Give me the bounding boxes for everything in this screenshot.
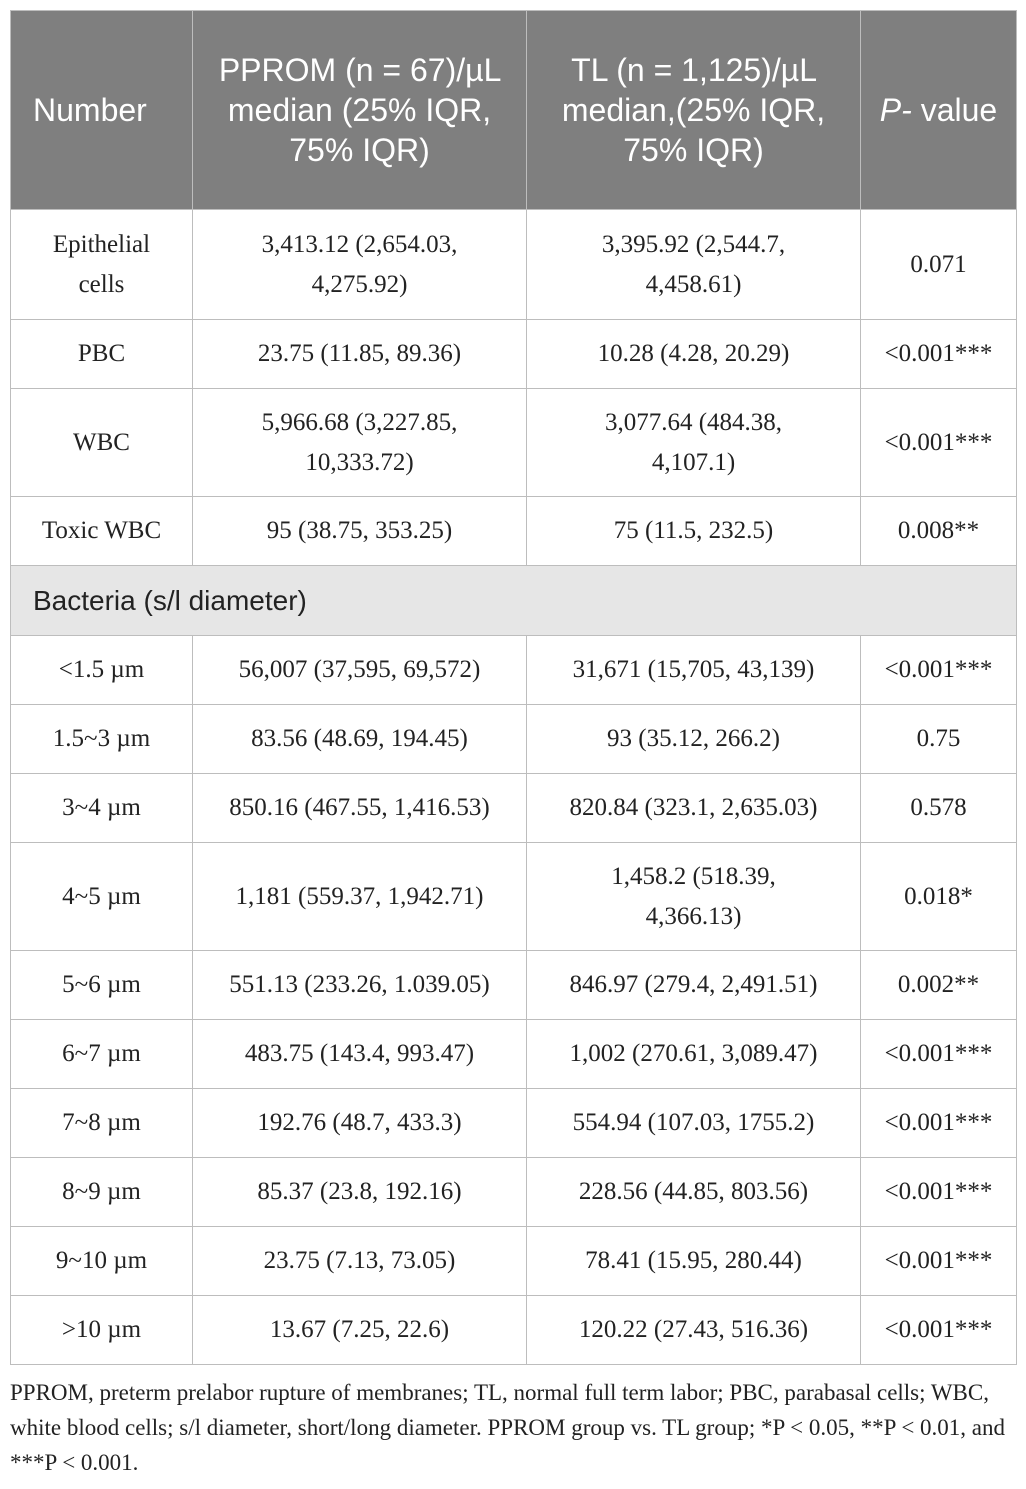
pprom-value: 850.16 (467.55, 1,416.53) [193, 774, 527, 843]
p-value: 0.002** [861, 951, 1017, 1020]
pprom-value: 483.75 (143.4, 993.47) [193, 1020, 527, 1089]
table-row [11, 1020, 1017, 1089]
row-label: 3~4 µm [11, 774, 193, 843]
pprom-value: 83.56 (48.69, 194.45) [193, 705, 527, 774]
pprom-value: 1,181 (559.37, 1,942.71) [193, 843, 527, 951]
pprom-value: 23.75 (7.13, 73.05) [193, 1227, 527, 1296]
header-tl-line: IQR, 75% IQR) [623, 92, 826, 168]
tl-value: 31,671 (15,705, 43,139) [527, 636, 861, 705]
p-value: <0.001*** [861, 1020, 1017, 1089]
pprom-value: 85.37 (23.8, 192.16) [193, 1158, 527, 1227]
header-pvalue [861, 11, 1017, 210]
row-label: PBC [11, 320, 193, 389]
row-label: <1.5 µm [11, 636, 193, 705]
row-label: >10 µm [11, 1296, 193, 1365]
table-row [11, 705, 1017, 774]
table-row [11, 320, 1017, 389]
row-label: 7~8 µm [11, 1089, 193, 1158]
row-label: 8~9 µm [11, 1158, 193, 1227]
pprom-value: 13.67 (7.25, 22.6) [193, 1296, 527, 1365]
table-row [11, 1089, 1017, 1158]
row-label: Toxic WBC [11, 497, 193, 566]
table-row [11, 951, 1017, 1020]
table-row [11, 1296, 1017, 1365]
results-table [10, 10, 1017, 1365]
row-label: 1.5~3 µm [11, 705, 193, 774]
pprom-value: 5,966.68 (3,227.85, 10,333.72) [193, 389, 527, 497]
row-label: 5~6 µm [11, 951, 193, 1020]
row-label: 9~10 µm [11, 1227, 193, 1296]
table-row [11, 636, 1017, 705]
header-pprom [193, 11, 527, 210]
pprom-value: 95 (38.75, 353.25) [193, 497, 527, 566]
header-pprom-line: PPROM [218, 52, 337, 88]
p-value: <0.001*** [861, 1296, 1017, 1365]
section-row [11, 566, 1017, 636]
header-pprom-line: (n = 67)/µL [345, 52, 501, 88]
header-number: Number [11, 11, 193, 210]
header-pvalue-line: P- [879, 92, 912, 128]
p-value: 0.018* [861, 843, 1017, 951]
header-pprom-line: IQR, 75% IQR) [289, 92, 492, 168]
p-value: <0.001*** [861, 636, 1017, 705]
row-label: 6~7 µm [11, 1020, 193, 1089]
tl-value: 93 (35.12, 266.2) [527, 705, 861, 774]
row-label: WBC [11, 389, 193, 497]
tl-value: 3,395.92 (2,544.7, 4,458.61) [527, 210, 861, 320]
p-value: 0.75 [861, 705, 1017, 774]
table-row [11, 774, 1017, 843]
tl-value: 846.97 (279.4, 2,491.51) [527, 951, 861, 1020]
p-value: 0.578 [861, 774, 1017, 843]
row-label: Epithelial cells [11, 210, 193, 320]
tl-value: 75 (11.5, 232.5) [527, 497, 861, 566]
table-row [11, 389, 1017, 497]
pprom-value: 551.13 (233.26, 1.039.05) [193, 951, 527, 1020]
header-tl [527, 11, 861, 210]
tl-value: 820.84 (323.1, 2,635.03) [527, 774, 861, 843]
p-value: 0.008** [861, 497, 1017, 566]
table-row [11, 497, 1017, 566]
tl-value: 78.41 (15.95, 280.44) [527, 1227, 861, 1296]
tl-value: 1,458.2 (518.39, 4,366.13) [527, 843, 861, 951]
header-tl-line: TL (n = 1,125)/µL [571, 52, 816, 88]
p-value: <0.001*** [861, 1158, 1017, 1227]
table-row [11, 210, 1017, 320]
tl-value: 120.22 (27.43, 516.36) [527, 1296, 861, 1365]
p-value: <0.001*** [861, 389, 1017, 497]
header-row [11, 11, 1017, 210]
tl-value: 10.28 (4.28, 20.29) [527, 320, 861, 389]
p-value: 0.071 [861, 210, 1017, 320]
pprom-value: 192.76 (48.7, 433.3) [193, 1089, 527, 1158]
row-label: 4~5 µm [11, 843, 193, 951]
header-pprom-line: median (25% [227, 92, 417, 128]
tl-value: 1,002 (270.61, 3,089.47) [527, 1020, 861, 1089]
p-value: <0.001*** [861, 1089, 1017, 1158]
pprom-value: 3,413.12 (2,654.03, 4,275.92) [193, 210, 527, 320]
pprom-value: 23.75 (11.85, 89.36) [193, 320, 527, 389]
p-value: <0.001*** [861, 320, 1017, 389]
p-value: <0.001*** [861, 1227, 1017, 1296]
table-footnote: PPROM, preterm prelabor rupture of membranes; TL, normal full term labor; PBC, parabasal cells; WBC, white blood cells; s/l diameter, short/long diameter. PPROM group vs. TL group; *P < 0.05, **P < 0.01, and ***P < 0.001. [10, 1380, 1006, 1475]
table-row [11, 1158, 1017, 1227]
tl-value: 554.94 (107.03, 1755.2) [527, 1089, 861, 1158]
table-row [11, 1227, 1017, 1296]
section-label: Bacteria (s/l diameter) [11, 566, 1017, 636]
pprom-value: 56,007 (37,595, 69,572) [193, 636, 527, 705]
tl-value: 228.56 (44.85, 803.56) [527, 1158, 861, 1227]
table-row [11, 843, 1017, 951]
header-pvalue-line: value [920, 92, 998, 128]
header-tl-line: median,(25% [561, 92, 751, 128]
tl-value: 3,077.64 (484.38, 4,107.1) [527, 389, 861, 497]
